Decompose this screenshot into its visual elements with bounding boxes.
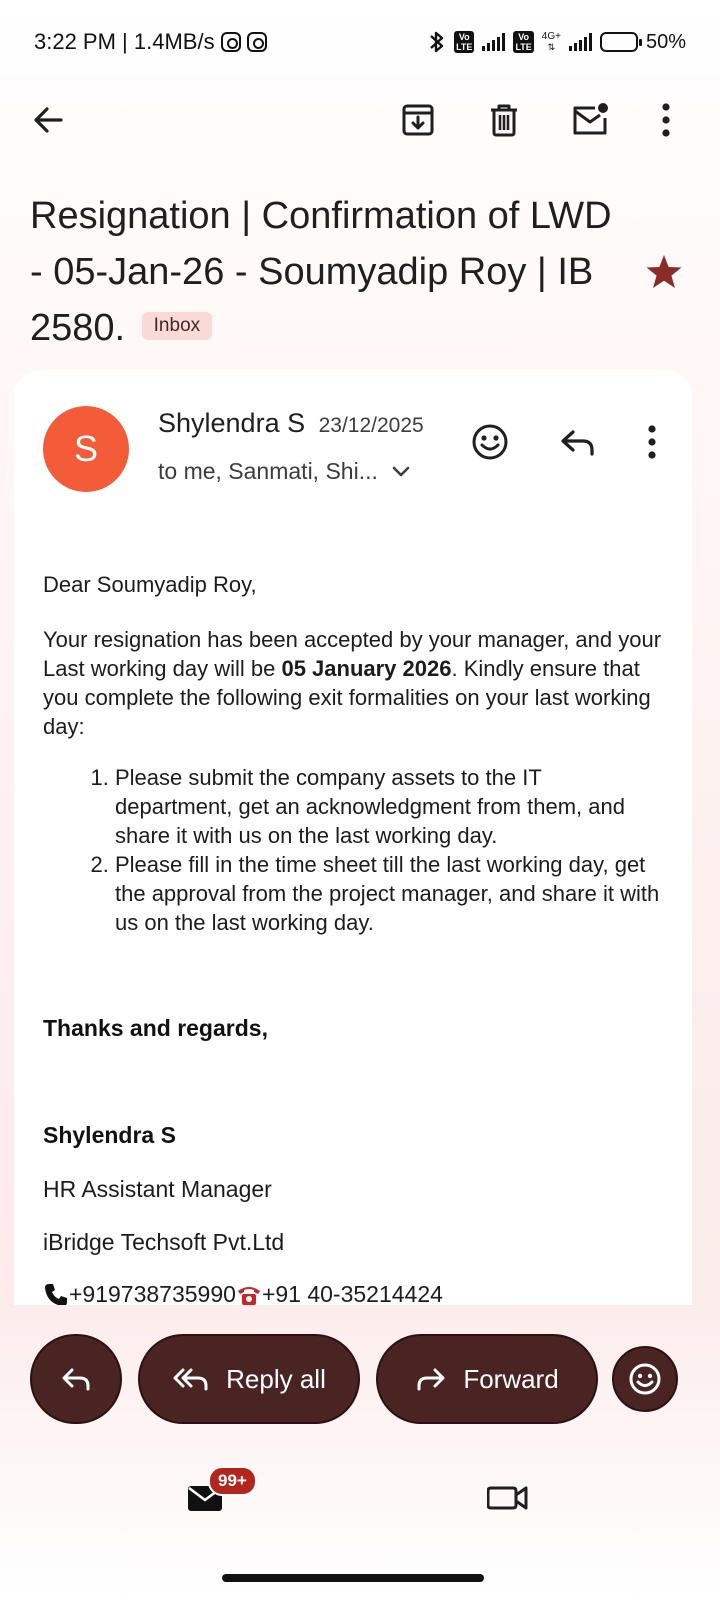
mark-unread-icon: [570, 102, 610, 138]
unread-count-badge: 99+: [208, 1466, 257, 1496]
recipients-toggle[interactable]: [158, 458, 410, 485]
forward-icon: [415, 1365, 447, 1393]
list-item: 2. Please fill in the time sheet till the last working day, get the approval from the project manager, and share it with us on the last working day.: [115, 850, 663, 937]
exit-formalities-list: [115, 763, 663, 937]
reply-actions-bar: [0, 1334, 720, 1426]
sender-line: [158, 408, 424, 439]
reply-all-label: Reply all: [226, 1363, 326, 1394]
chevron-down-icon: [392, 466, 410, 478]
status-time-speed: 3:22 PM | 1.4MB/s: [34, 29, 215, 54]
battery-percent: 50%: [645, 30, 686, 53]
list-item: 1. Please submit the company assets to the IT department, get an acknowledgment from them, and share it with us on the last working day.: [115, 763, 663, 850]
delete-button[interactable]: [476, 92, 532, 148]
status-left: [34, 29, 267, 55]
para-text-1: Your resignation has been accepted by your manager, and your Last working day will be: [43, 627, 662, 681]
closing: Thanks and regards,: [43, 1015, 268, 1041]
reply-all-icon: [172, 1365, 210, 1393]
greeting: Dear Soumyadip Roy,: [43, 572, 257, 597]
network-type: 4G+ ⇅: [541, 31, 561, 52]
last-working-day: 05 January 2026: [281, 656, 452, 681]
status-bar: [0, 0, 720, 84]
forward-button[interactable]: [376, 1334, 598, 1424]
bottom-navigation: [0, 1460, 720, 1540]
add-reaction-button[interactable]: [464, 416, 516, 468]
instagram-notification-icon: [221, 32, 241, 52]
reply-all-button[interactable]: [138, 1334, 360, 1424]
reply-icon: [60, 1365, 92, 1393]
signal-icon-2: [569, 33, 592, 51]
signal-icon-1: [482, 33, 505, 51]
more-vert-icon: [646, 424, 658, 460]
message-more-button[interactable]: [626, 416, 678, 468]
telephone-icon: [236, 1283, 262, 1306]
message-date: 23/12/2025: [318, 414, 424, 437]
body-paragraph: [43, 625, 663, 741]
email-subject: [30, 188, 630, 356]
home-indicator[interactable]: [222, 1574, 484, 1582]
star-icon: [644, 252, 684, 292]
signature-name: Shylendra S: [43, 1122, 176, 1148]
sender-avatar[interactable]: S: [43, 406, 129, 492]
phone-icon: [43, 1282, 69, 1306]
recipients-text: to me, Sanmati, Shi...: [158, 458, 378, 484]
star-button[interactable]: [644, 252, 684, 292]
instagram-notification-icon-2: [247, 32, 267, 52]
inbox-label-chip[interactable]: Inbox: [142, 312, 212, 340]
trash-icon: [486, 102, 522, 138]
reply-button-header[interactable]: [552, 416, 604, 468]
email-body: [43, 570, 663, 937]
volte-icon-2: Vo LTE: [515, 32, 532, 52]
signature-phones: [43, 1281, 443, 1305]
video-camera-icon: [487, 1482, 529, 1514]
mobile-number[interactable]: +919738735990: [69, 1281, 236, 1305]
status-right: [428, 30, 686, 54]
para-text-2: . Kindly ensure that you complete the following exit formalities on your last working day:: [43, 656, 651, 739]
landline-number[interactable]: +91 40-35214424: [261, 1281, 443, 1305]
emoji-icon: [628, 1362, 662, 1396]
archive-button[interactable]: [390, 92, 446, 148]
emoji-icon: [470, 422, 510, 462]
nav-meet-tab[interactable]: [478, 1468, 538, 1528]
forward-label: Forward: [463, 1363, 559, 1394]
back-button[interactable]: [20, 92, 76, 148]
react-emoji-button[interactable]: [612, 1346, 678, 1412]
signature-company: iBridge Techsoft Pvt.Ltd: [43, 1229, 285, 1255]
volte-icon: Vo LTE: [456, 32, 473, 52]
arrow-left-icon: [30, 102, 66, 138]
more-vert-icon: [660, 102, 672, 138]
reply-icon: [559, 426, 597, 458]
archive-icon: [400, 102, 436, 138]
more-options-button[interactable]: [638, 92, 694, 148]
sender-name[interactable]: Shylendra S: [158, 408, 306, 438]
nav-mail-tab[interactable]: [150, 1468, 260, 1528]
message-card: [14, 370, 692, 1305]
subject-text: Resignation | Confirmation of LWD - 05-Jan-26 - Soumyadip Roy | IB 2580.: [30, 195, 612, 349]
reply-button[interactable]: [30, 1334, 122, 1424]
bluetooth-icon: [428, 30, 446, 54]
mark-unread-button[interactable]: [562, 92, 618, 148]
top-toolbar: [0, 88, 720, 152]
battery-icon: [600, 32, 638, 52]
signature-title: HR Assistant Manager: [43, 1176, 272, 1202]
